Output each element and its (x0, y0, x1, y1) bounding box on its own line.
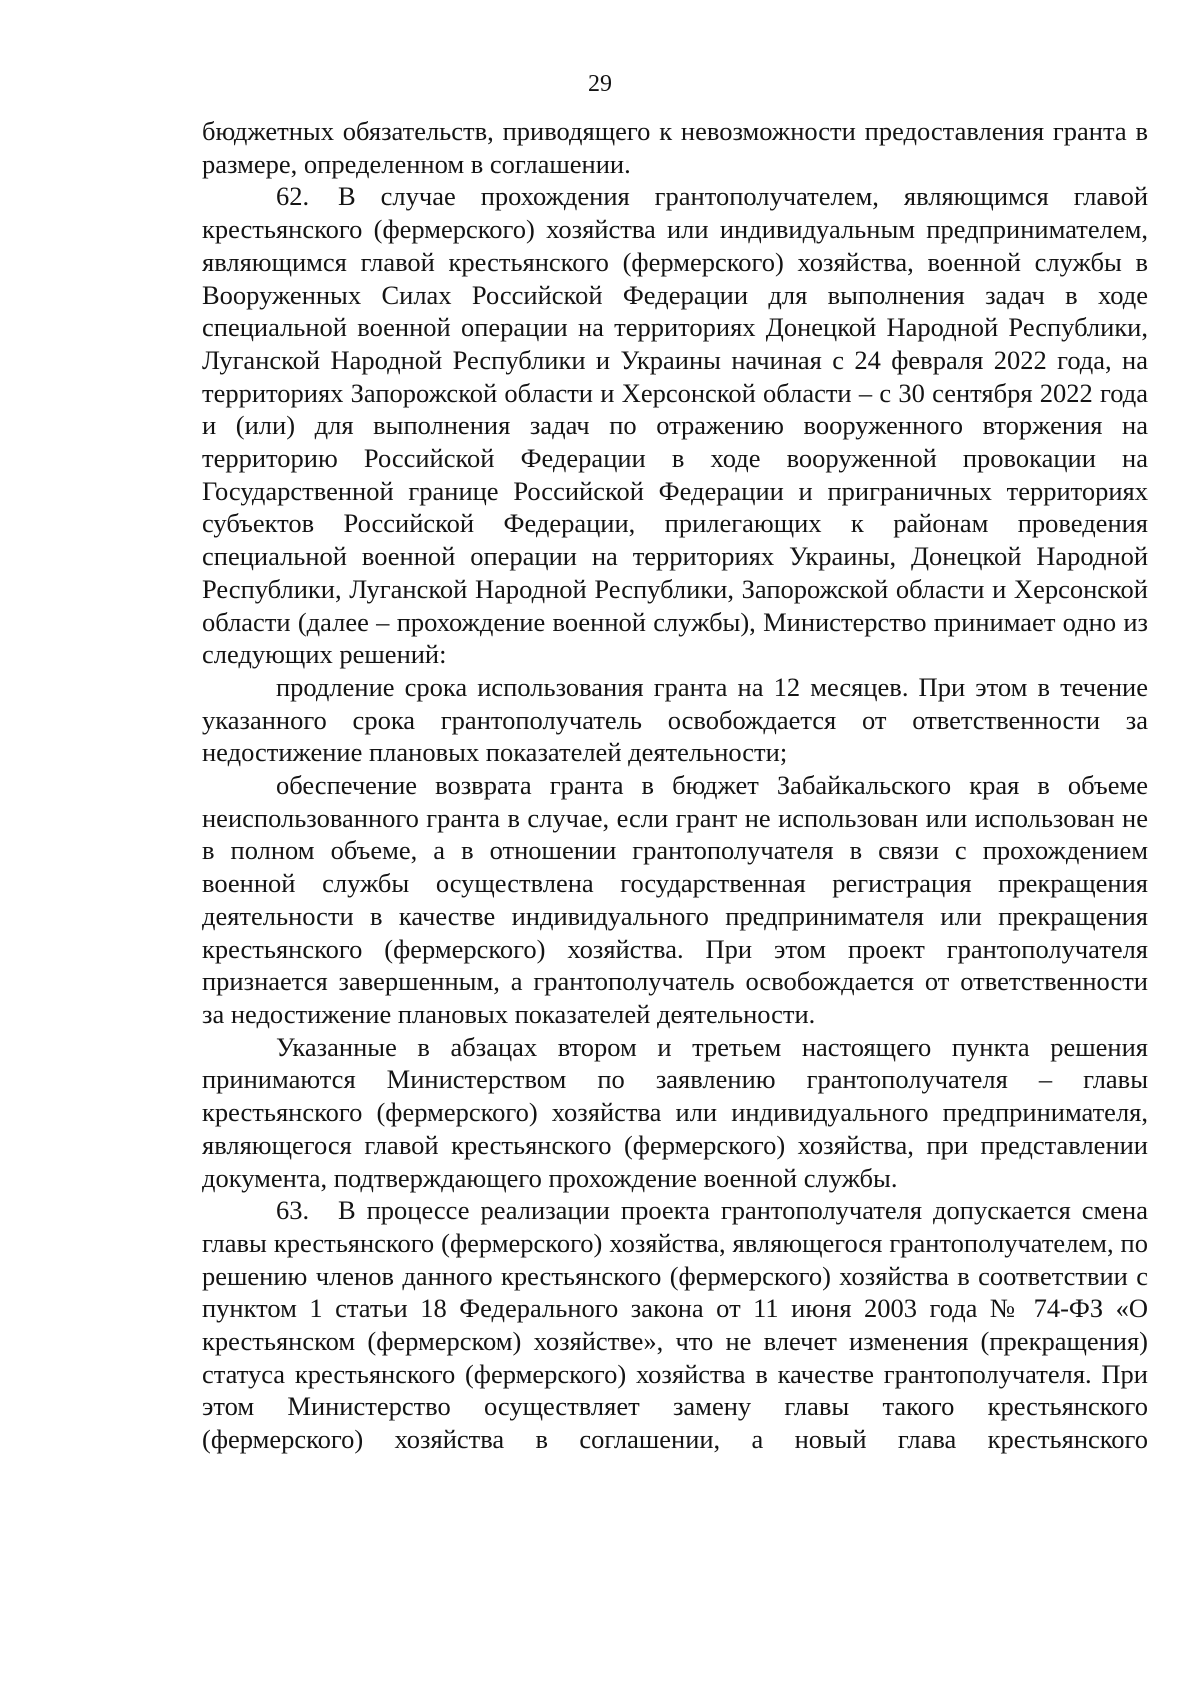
paragraph-62-decision-note: Указанные в абзацах втором и третьем настоящего пункта решения принимаются Министерством по заявлению грантополучателя – главы крестьянского (фермерского) хозяйства или индивидуального предпринимателя, являющегося главой крестьянского (фермерского) хозяйства, при представлении документа, подтверждающего прохождение военной службы. (202, 1031, 1148, 1193)
paragraph-62 (202, 180, 1148, 671)
page-number: 29 (588, 71, 612, 97)
paragraph-62-option-return: обеспечение возврата гранта в бюджет Забайкальского края в объеме неиспользованного гранта в случае, если грант не использован или использован не в полном объеме, а в отношении грантополучателя в связи с прохождением военной службы осуществлена государственная регистрация прекращения деятельности в качестве индивидуального предпринимателя или прекращения крестьянского (фермерского) хозяйства. При этом проект грантополучателя признается завершенным, а грантополучатель освобождается от ответственности за недостижение плановых показателей деятельности. (202, 770, 1148, 1029)
paragraph-continued: бюджетных обязательств, приводящего к невозможности предоставления гранта в размере, определенном в соглашении. (202, 116, 1148, 179)
document-body (202, 115, 1148, 1456)
paragraph-62-option-extension: продление срока использования гранта на 12 месяцев. При этом в течение указанного срока грантополучатель освобождается от ответственности за недостижение плановых показателей деятельности; (202, 671, 1148, 768)
paragraph-63 (202, 1194, 1148, 1456)
paragraph-number: 63. (276, 1195, 310, 1226)
paragraph-text: В процессе реализации проекта грантополучателя допускается смена главы крестьянского (фермерского) хозяйства, являющегося грантополучателем, по решению членов данного крестьянского (фермерского) хозяйства в соответствии с пунктом 1 статьи 18 Федерального закона от 11 июня 2003 года № 74-ФЗ «О крестьянском (фермерском) хозяйстве», что не влечет изменения (прекращения) статуса крестьянского (фермерского) хозяйства в качестве грантополучателя. При этом Министерство осуществляет замену главы такого крестьянского (фермерского) хозяйства в соглашении, а новый глава крестьянского (202, 1195, 1148, 1455)
paragraph-number: 62. (276, 181, 310, 212)
paragraph-text: В случае прохождения грантополучателем, являющимся главой крестьянского (фермерского) хозяйства или индивидуальным предпринимателем, являющимся главой крестьянского (фермерского) хозяйства, военной службы в Вооруженных Силах Российской Федерации для выполнения задач в ходе специальной военной операции на территориях Донецкой Народной Республики, Луганской Народной Республики и Украины начиная с 24 февраля 2022 года, на территориях Запорожской области и Херсонской области – с 30 сентября 2022 года и (или) для выполнения задач по отражению вооруженного вторжения на территорию Российской Федерации в ходе вооруженной провокации на Государственной границе Российской Федерации и приграничных территориях субъектов Российской Федерации, прилегающих к районам проведения специальной военной операции на территориях Украины, Донецкой Народной Республики, Луганской Народной Республики, Запорожской области и Херсонской области (далее – прохождение военной службы), Министерство принимает одно из следующих решений: (202, 181, 1148, 670)
